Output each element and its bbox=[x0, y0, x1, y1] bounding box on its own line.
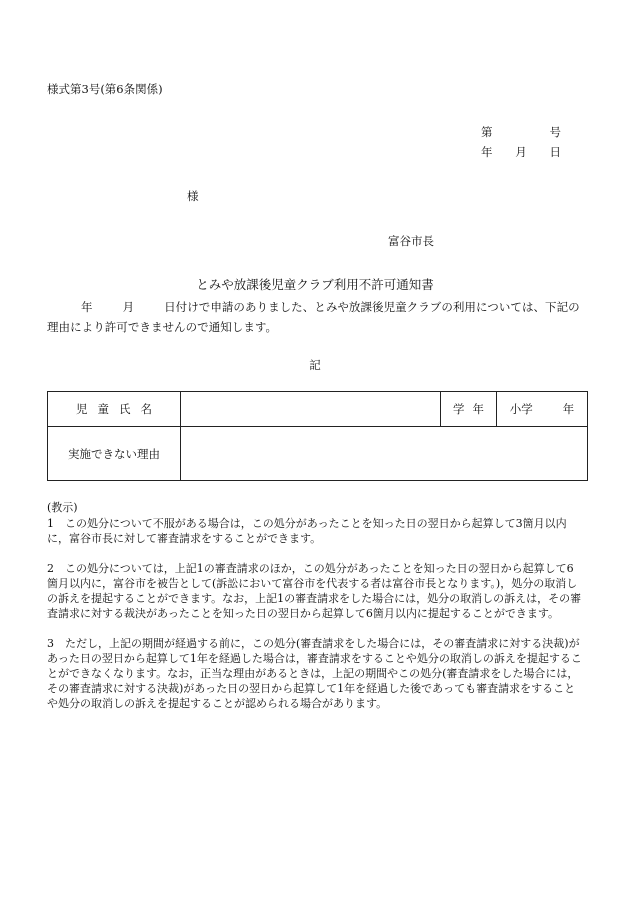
date-year: 年 bbox=[481, 145, 493, 159]
child-name-label-cell bbox=[48, 392, 181, 427]
table-row-reason bbox=[48, 427, 588, 481]
recipient-suffix: 様 bbox=[187, 189, 199, 203]
grade-label-cell bbox=[441, 392, 497, 427]
document-number-line bbox=[481, 124, 561, 140]
info-table bbox=[47, 391, 588, 481]
ki-marker: 記 bbox=[309, 358, 321, 372]
grade-label: 学年 bbox=[453, 402, 492, 416]
document-title: とみや放課後児童クラブ利用不許可通知書 bbox=[196, 277, 434, 292]
instructions-section bbox=[47, 500, 583, 726]
reason-field[interactable] bbox=[181, 427, 588, 481]
reason-label-cell bbox=[48, 427, 181, 481]
doc-number-prefix: 第 bbox=[481, 125, 493, 139]
grade-school: 小学 bbox=[509, 402, 533, 416]
issuer: 富谷市長 bbox=[388, 234, 434, 248]
instruction-item-2: 2 この処分については，上記1の審査請求のほか，この処分があったことを知った日の翌日から起算して6箇月以内に，富谷市を被告として(訴訟において富谷市を代表する者は富谷市長となります。)，処分の取消しの訴えを提起することができます。なお，上記1の審査請求をした場合には，処分の取消しの訴えは，その審査請求に対する裁決があったことを知った日の翌日から起算して6箇月以内に提起することができます。 bbox=[47, 562, 582, 620]
grade-field[interactable] bbox=[497, 392, 588, 427]
instructions-heading: (教示) bbox=[47, 501, 78, 514]
intro-text: 日付けで申請のありました、とみや放課後児童クラブの利用については、下記の理由により許可できませんので通知します。 bbox=[47, 300, 580, 334]
reason-label: 実施できない理由 bbox=[68, 446, 160, 461]
instruction-item-3: 3 ただし，上記の期間が経過する前に，この処分(審査請求をした場合には，その審査請求に対する決裁)があった日の翌日から起算して1年を経過した場合は，審査請求をすることや処分の取消しの訴えを提起することができなくなります。なお，正当な理由があるときは，上記の期間やこの処分(審査請求をした場合には，その審査請求に対する決裁)があった日の翌日から起算して1年を経過した後であっても審査請求をすることや処分の取消しの訴えを提起することが認められる場合があります。 bbox=[47, 637, 582, 710]
intro-month: 月 bbox=[122, 300, 135, 314]
instruction-item-1: 1 この処分について不服がある場合は，この処分があったことを知った日の翌日から起算して3箇月以内に，富谷市長に対して審査請求をすることができます。 bbox=[47, 517, 567, 545]
issue-date-line bbox=[481, 144, 561, 160]
child-name-label: 児童氏名 bbox=[76, 402, 162, 416]
grade-year: 年 bbox=[562, 402, 575, 416]
form-number: 様式第3号(第6条関係) bbox=[47, 82, 163, 96]
intro-year: 年 bbox=[81, 300, 93, 314]
table-row-child bbox=[48, 392, 588, 427]
doc-number-suffix: 号 bbox=[549, 125, 561, 139]
child-name-field[interactable] bbox=[181, 392, 441, 427]
date-month: 月 bbox=[515, 145, 527, 159]
intro-paragraph bbox=[47, 297, 583, 337]
date-day: 日 bbox=[549, 145, 561, 159]
